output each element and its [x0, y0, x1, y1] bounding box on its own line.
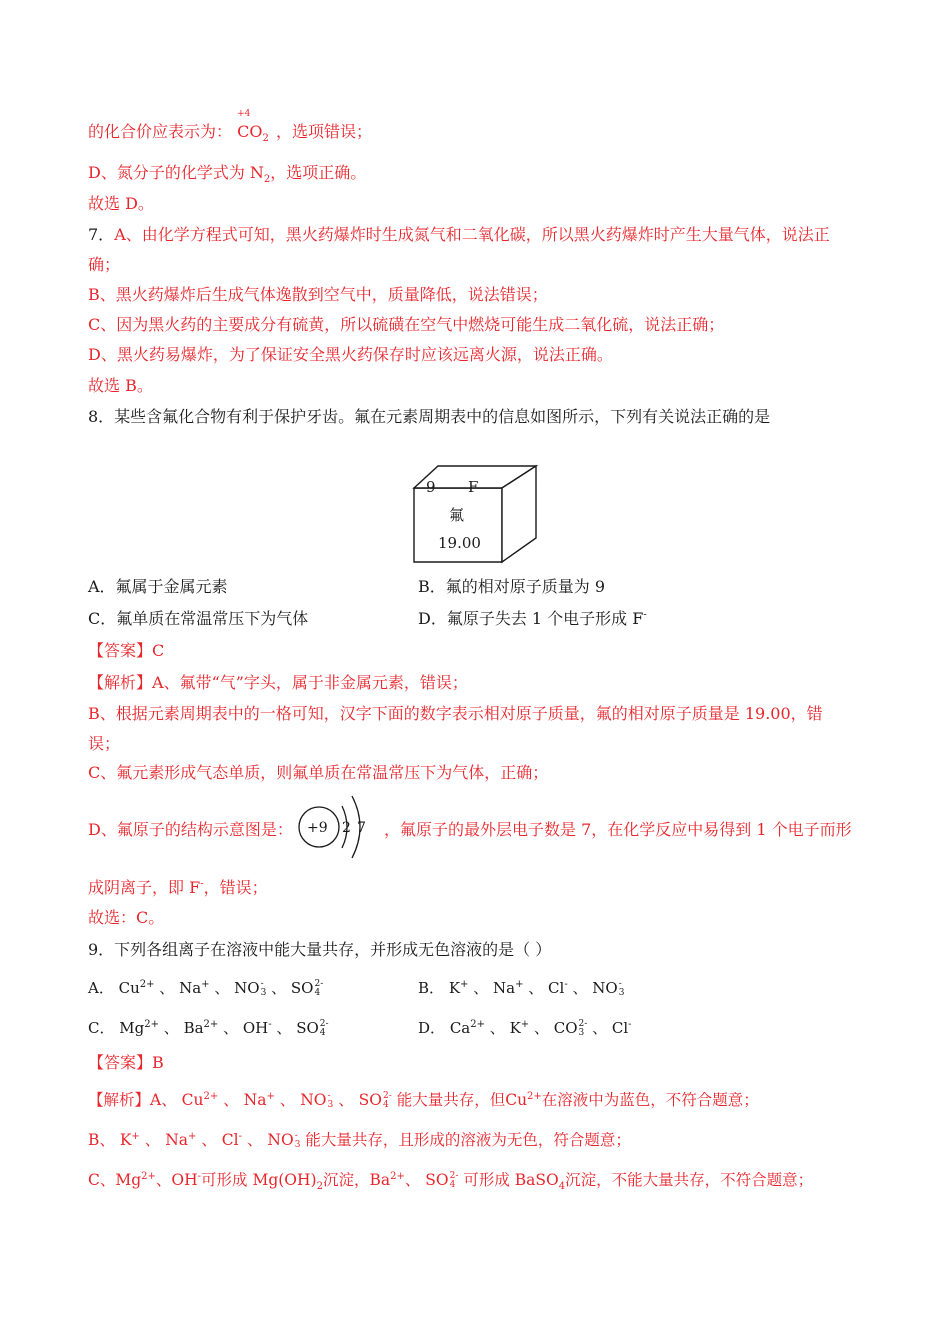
q8-answer: 【答案】C	[88, 641, 165, 660]
q8-exp-b-line1: B、根据元素周期表中的一格可知，汉字下面的数字表示相对原子质量，氟的相对原子质量是 19.00，错	[88, 704, 823, 723]
q9-exp-c: C、$Mg^{2+}$、OH-可形成 $Mg(OH)_2$沉淀，$Ba^{2+}$、 SO 2- 4 可形成 BaSO$_4$沉淀，不能大量共存，不符合题意；	[88, 1170, 814, 1193]
q8-option-c: C．氟单质在常温常压下为气体	[88, 609, 309, 628]
element-mass: 19.00	[438, 534, 481, 552]
q7-c: C、因为黑火药的主要成分有硫黄，所以硫磺在空气中燃烧可能生成二氧化硫，说法正确；	[88, 315, 725, 334]
element-card-fluorine	[412, 464, 540, 566]
q8-option-a: A．氟属于金属元素	[88, 577, 228, 596]
shell-2-electrons: 7	[357, 820, 366, 836]
q8-exp-d-pre: D、氟原子的结构示意图是：	[88, 820, 293, 839]
fluorine-atom-structure-diagram	[296, 794, 374, 860]
q8-select: 故选：C。	[88, 908, 165, 927]
text: 的化合价应表示为：	[88, 122, 233, 141]
q8-stem: 8．某些含氟化合物有利于保护牙齿。氟在元素周期表中的信息如图所示，下列有关说法正确的是	[88, 407, 771, 426]
q9-answer: 【答案】B	[88, 1053, 164, 1072]
q7-a-line1: 7．A、由化学方程式可知，黑火药爆炸时生成氮气和二氧化碳，所以黑火药爆炸时产生大量气体，说法正	[88, 225, 830, 244]
line-select-d: 故选 D。	[88, 194, 154, 213]
q9-stem: 9．下列各组离子在溶液中能大量共存，并形成无色溶液的是（ ）	[88, 940, 552, 959]
shell-1-electrons: 2	[342, 820, 351, 836]
q9-option-d: D． $Ca^{2+}$ 、 K+ 、 CO 2- 3 、 Cl-	[418, 1019, 632, 1038]
q7-number: 7．	[88, 225, 115, 244]
co2-formula: +4 $CO_2$	[237, 109, 269, 145]
nucleus-charge: +9	[307, 820, 328, 836]
q8-exp-d-post: ，氟原子的最外层电子数是 7，在化学反应中易得到 1 个电子而形	[384, 820, 852, 839]
q8-option-b: B．氟的相对原子质量为 9	[418, 577, 606, 596]
q7-b: B、黑火药爆炸后生成气体逸散到空气中，质量降低，说法错误；	[88, 285, 548, 304]
q8-exp-c: C、氟元素形成气态单质，则氟单质在常温常压下为气体，正确；	[88, 763, 549, 782]
element-symbol: F	[468, 478, 479, 496]
q8-option-d: D．氟原子失去 1 个电子形成 F-	[418, 609, 647, 628]
q9-exp-b: B、 K+ 、 Na+ 、 Cl- 、 NO - 3 能大量共存，且形成的溶液为无色，符合题意；	[88, 1130, 631, 1150]
line-co2-valence: 的化合价应表示为： +4 $CO_2$ ，选项错误；	[88, 109, 372, 145]
element-number: 9	[426, 478, 436, 496]
q8-exp-a: 【解析】A、氟带“气”字头，属于非金属元素，错误；	[88, 673, 468, 692]
element-name: 氟	[449, 506, 465, 524]
q7-d: D、黑火药易爆炸，为了保证安全黑火药保存时应该远离火源，说法正确。	[88, 345, 613, 364]
q7-select: 故选 B。	[88, 376, 153, 395]
q9-option-a: A． $Cu^{2+}$ 、 Na+ 、 NO - 3 、 SO 2- 4	[88, 979, 324, 998]
q8-exp-d-line2: 成阴离子，即 F-，错误；	[88, 878, 268, 897]
q9-option-b: B． K+ 、 Na+ 、 Cl- 、 NO - 3	[418, 979, 625, 998]
q9-option-c: C． $Mg^{2+}$ 、 $Ba^{2+}$ 、 OH- 、 SO 2- 4	[88, 1019, 329, 1038]
line-n2: D、氮分子的化学式为 $N_2$，选项正确。	[88, 163, 367, 186]
q9-exp-a: 【解析】A、 $Cu^{2+}$ 、 Na+ 、 NO - 3 、 SO 2- 4 能大量共存，但$Cu^{2+}$在溶液中为蓝色，不符合题意；	[88, 1090, 759, 1110]
q7-a-line2: 确；	[88, 255, 121, 274]
q8-exp-b-line2: 误；	[88, 734, 121, 753]
